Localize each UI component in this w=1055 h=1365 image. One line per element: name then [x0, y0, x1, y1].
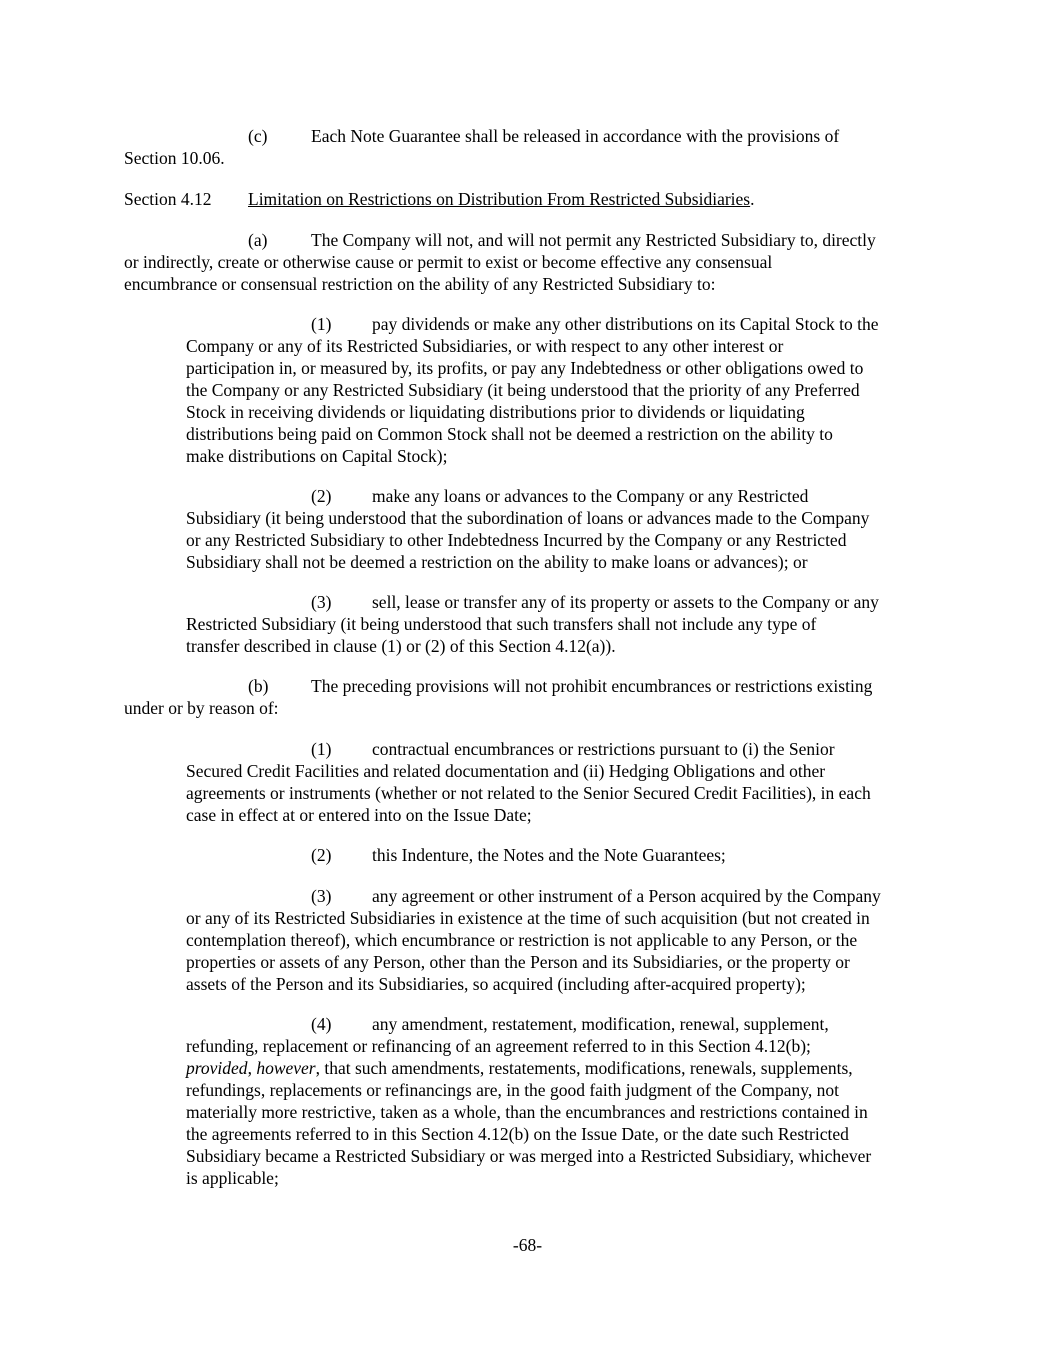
- a-item-2-line: make any loans or advances to the Company or any Restricted: [372, 486, 809, 506]
- however-term: however: [256, 1058, 316, 1078]
- clause-c-continuation: Section 10.06.: [124, 148, 225, 168]
- clause-b-line: The preceding provisions will not prohibit encumbrances or restrictions existing: [311, 676, 873, 696]
- clause-c-text: Each Note Guarantee shall be released in accordance with the provisions of: [311, 126, 840, 146]
- b-item-2-marker: (2): [311, 845, 332, 865]
- clause-b-line: under or by reason of:: [124, 698, 279, 718]
- b-item-1-line: case in effect at or entered into on the Issue Date;: [186, 805, 532, 825]
- a-item-2-line: Subsidiary (it being understood that the subordination of loans or advances made to the Company: [186, 508, 870, 528]
- section-title-period: .: [750, 189, 755, 209]
- a-item-1-line: pay dividends or make any other distributions on its Capital Stock to the: [372, 314, 879, 334]
- section-number: Section 4.12: [124, 189, 212, 209]
- section-title-line: [248, 188, 755, 210]
- provided-term: provided: [186, 1058, 248, 1078]
- a-item-2-line: Subsidiary shall not be deemed a restriction on the ability to make loans or advances); or: [186, 552, 808, 572]
- a-item-3-line: sell, lease or transfer any of its property or assets to the Company or any: [372, 592, 879, 612]
- provided-rest: , that such amendments, restatements, modifications, renewals, supplements,: [315, 1058, 853, 1078]
- b-item-3-line: properties or assets of any Person, other than the Person and its Subsidiaries, or the property or: [186, 952, 850, 972]
- b-item-4-line: Subsidiary became a Restricted Subsidiary or was merged into a Restricted Subsidiary, whichever: [186, 1146, 872, 1166]
- clause-a-marker: (a): [248, 230, 268, 250]
- page-number: -68-: [512, 1235, 543, 1255]
- provided-comma: ,: [247, 1058, 257, 1078]
- a-item-1-line: distributions being paid on Common Stock shall not be deemed a restriction on the ability to: [186, 424, 833, 444]
- b-item-4-provided-line: [186, 1057, 853, 1079]
- b-item-4-marker: (4): [311, 1014, 332, 1034]
- b-item-1-line: Secured Credit Facilities and related documentation and (ii) Hedging Obligations and other: [186, 761, 826, 781]
- b-item-4-line: is applicable;: [186, 1168, 279, 1188]
- a-item-1-marker: (1): [311, 314, 332, 334]
- b-item-4-line: the agreements referred to in this Section 4.12(b) on the Issue Date, or the date such Restricted: [186, 1124, 849, 1144]
- a-item-2-marker: (2): [311, 486, 332, 506]
- a-item-1-line: make distributions on Capital Stock);: [186, 446, 448, 466]
- clause-b-marker: (b): [248, 676, 269, 696]
- clause-a-line: or indirectly, create or otherwise cause or permit to exist or become effective any consensual: [124, 252, 773, 272]
- b-item-1-line: contractual encumbrances or restrictions pursuant to (i) the Senior: [372, 739, 835, 759]
- b-item-3-line: assets of the Person and its Subsidiaries, so acquired (including after-acquired property);: [186, 974, 806, 994]
- b-item-1-marker: (1): [311, 739, 332, 759]
- b-item-4-line: any amendment, restatement, modification, renewal, supplement,: [372, 1014, 829, 1034]
- a-item-2-line: or any Restricted Subsidiary to other Indebtedness Incurred by the Company or any Restricted: [186, 530, 847, 550]
- a-item-3-marker: (3): [311, 592, 332, 612]
- b-item-4-line: refunding, replacement or refinancing of an agreement referred to in this Section 4.12(b);: [186, 1036, 811, 1056]
- section-title: Limitation on Restrictions on Distribution From Restricted Subsidiaries: [248, 189, 751, 209]
- b-item-3-line: or any of its Restricted Subsidiaries in existence at the time of such acquisition (but not created in: [186, 908, 870, 928]
- a-item-3-line: Restricted Subsidiary (it being understood that such transfers shall not include any type of: [186, 614, 817, 634]
- section-heading: [124, 188, 212, 210]
- b-item-4-line: refundings, replacements or refinancings are, in the good faith judgment of the Company, not: [186, 1080, 839, 1100]
- b-item-4-line: materially more restrictive, taken as a whole, than the encumbrances and restrictions contained in: [186, 1102, 868, 1122]
- a-item-1-line: Stock in receiving dividends or liquidating distributions prior to dividends or liquidating: [186, 402, 805, 422]
- clause-a-line: The Company will not, and will not permit any Restricted Subsidiary to, directly: [311, 230, 876, 250]
- b-item-3-marker: (3): [311, 886, 332, 906]
- a-item-3-line: transfer described in clause (1) or (2) of this Section 4.12(a)).: [186, 636, 616, 656]
- b-item-3-line: contemplation thereof), which encumbrance or restriction is not applicable to any Person, or the: [186, 930, 858, 950]
- b-item-3-line: any agreement or other instrument of a Person acquired by the Company: [372, 886, 881, 906]
- b-item-1-line: agreements or instruments (whether or not related to the Senior Secured Credit Facilities), in each: [186, 783, 871, 803]
- clause-c-marker: (c): [248, 126, 268, 146]
- a-item-1-line: participation in, or measured by, its profits, or pay any Indebtedness or other obligations owed to: [186, 358, 864, 378]
- a-item-1-line: the Company or any Restricted Subsidiary (it being understood that the priority of any Preferred: [186, 380, 860, 400]
- b-item-2-line: this Indenture, the Notes and the Note Guarantees;: [372, 845, 726, 865]
- a-item-1-line: Company or any of its Restricted Subsidiaries, or with respect to any other interest or: [186, 336, 784, 356]
- clause-a-line: encumbrance or consensual restriction on the ability of any Restricted Subsidiary to:: [124, 274, 716, 294]
